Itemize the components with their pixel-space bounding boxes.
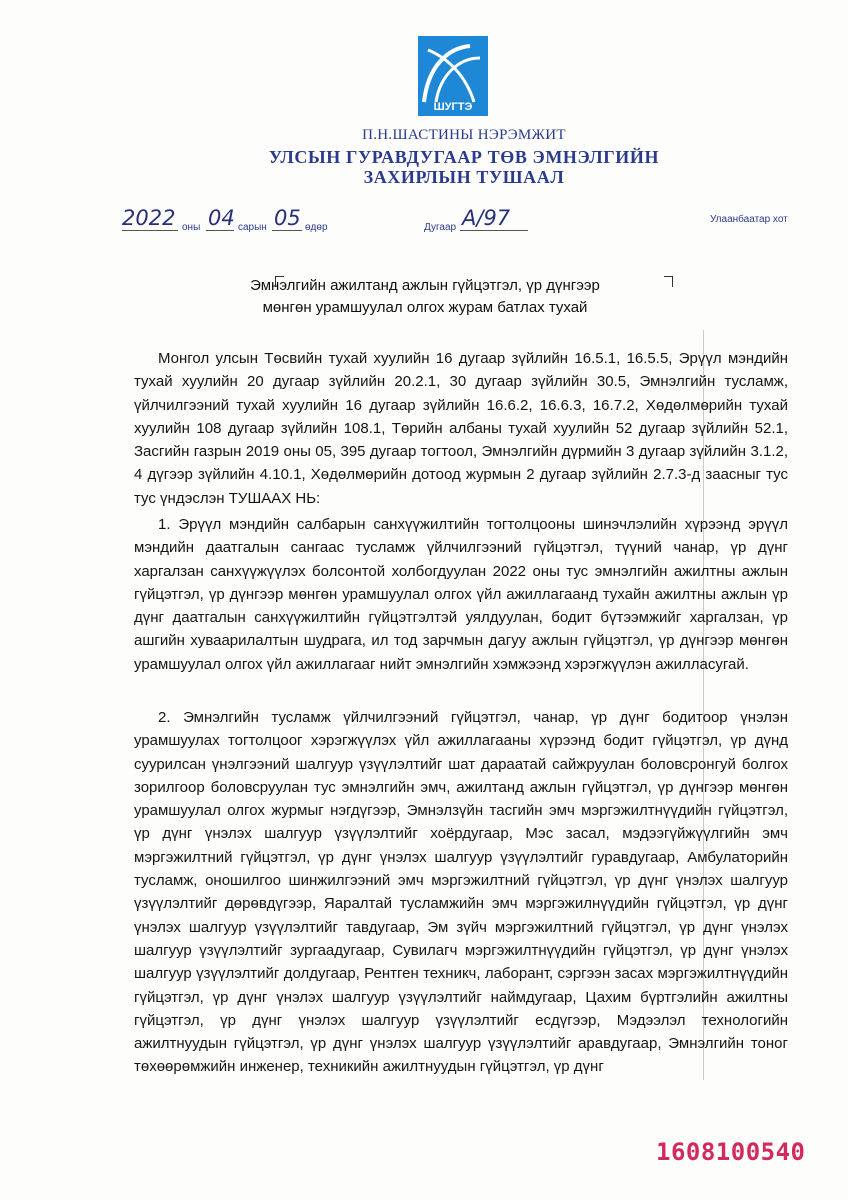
logo-text: ШУГТЭ — [433, 101, 473, 113]
serial-number-stamp: 1608100540 — [656, 1138, 806, 1166]
date-number-row — [122, 208, 802, 236]
date-month: 04 — [208, 206, 235, 230]
subject-line1: Эмнэлгийн ажилтанд ажлын гүйцэтгэл, үр дүнгээр — [250, 277, 600, 294]
item-2-paragraph: 2. Эмнэлгийн тусламж үйлчилгээний гүйцэтгэл, чанар, үр дүнг бодитоор үнэлэн урамшуулах тогтолцоог хэрэгжүүлэх үйл ажиллагааны хүрээнд бодит гүйцэтгэл, үр дүнд суурилсан үнэлгээний шалгуур үзүүлэлтийг шат дараатай сайжруулан боловсронгуй болгох зорилгоор боловсруулан тус эмнэлгийн эмч, ажилтанд ажлын гүйцэтгэл, үр дүнгээр мөнгөн урамшуулал олгох журмыг нэгдүгээр, Эмнэлзүйн тасгийн эмч мэргэжилтнүүдийн гүйцэтгэл, үр дүнг үнэлэх шалгуур үзүүлэлтийг хоёрдугаар, Мэс засал, мэдээгүйжүүлгийн эмч мэргэжилтний гүйцэтгэл, үр дүнг үнэлэх шалгуур үзүүлэлтийг гуравдугаар, Амбулаторийн тусламж, оношилгоо шинжилгээний эмч мэргэжилтний гүйцэтгэл, үр дүнг үнэлэх шалгуур үзүүлэлтийг дөрөвдүгээр, Яаралтай тусламжийн эмч мэргэжилнүүдийн гүйцэтгэл, үр дүнг үнэлэх шалгуур үзүүлэлтийг тавдугаар, Эм зүйч мэргэжилтний гүйцэтгэл, үр дүнг үнэлэх шалгуур үзүүлэлтийг зургаадугаар, Сувилагч мэргэжилтнүүдийн гүйцэтгэл, үр дүнг үнэлэх шалгуур үзүүлэлтийг долдугаар, Рентген техникч, лаборант, сэргээн засах мэргэжилтнүүдийн гүйцэтгэл, үр дүнг үнэлэх шалгуур үзүүлэлтийг наймдугаар, Цахим бүртгэлийн ажилтны гүйцэтгэл, үр дүнг үнэлэх шалгуур үзүүлэлтийг есдүгээр, Мэдээлэл технологийн ажилтнуудын гүйцэтгэл, үр дүнг үнэлэх шалгуур үзүүлэлтийг аравдугаар, Эмнэлгийн тоног төхөөрөмжийн инженер, техникийн ажилтнуудын гүйцэтгэл, үр дүнг — [134, 709, 788, 1076]
subject-line2: мөнгөн урамшуулал олгох журам батлах тухай — [262, 299, 588, 316]
letterhead-line1: П.Н.ШАСТИНЫ НЭРЭМЖИТ — [362, 127, 566, 143]
date-year-suffix: оны — [182, 222, 201, 233]
item-1-paragraph: 1. Эрүүл мэндийн салбарын санхүүжилтийн тогтолцооны шинэчлэлийн хүрээнд эрүүл мэндийн даатгалын сангаас тусламж үйлчилгээний гүйцэтгэл, түүний чанар, үр дүнг харгалзан санхүүжүүлэх болсонтой холбогдуулан 2022 оны тус эмнэлгийн ажилтны ажлын гүйцэтгэл, үр дүнгээр мөнгөн урамшуулал олгох үйл ажиллагаанд тухайн ажилтны ажлын үр дүнг даатгалын санхүүжилтийн гүйцэтгэлтэй уялдуулан, бодит бүтээмжийг харгалзан, үр ашгийн хуваарилалтын шудрага, ил тод зарчмын дагуу ажлын гүйцэтгэл, үр дүнгээр мөнгөн урамшуулал олгох үйл ажиллагааг нийт эмнэлгийн хэмжээнд хэрэгжүүлэн ажилласугай. — [134, 516, 788, 673]
letterhead-line3: ЗАХИРЛЫН ТУШААЛ — [363, 167, 565, 187]
order-number: А/97 — [462, 206, 511, 230]
letterhead-line2: УЛСЫН ГУРАВДУГААР ТӨВ ЭМНЭЛГИЙН — [268, 147, 660, 167]
date-year: 2022 — [122, 206, 176, 230]
date-day: 05 — [274, 206, 301, 230]
city: Улаанбаатар хот — [710, 214, 788, 225]
subject — [180, 275, 670, 319]
date-month-suffix: сарын — [238, 222, 267, 233]
date-day-suffix: өдөр — [305, 222, 328, 233]
number-label: Дугаар — [424, 222, 457, 233]
preamble-paragraph: Монгол улсын Төсвийн тухай хуулийн 16 дугаар зүйлийн 16.5.1, 16.5.5, Эрүүл мэндийн тухай хуулийн 20 дугаар зүйлийн 20.2.1, 30 дугаар зүйлийн 30.5, Эмнэлгийн тусламж, үйлчилгээний тухай хуулийн 16 дугаар зүйлийн 16.6.2, 16.6.3, 16.7.2, Хөдөлмөрийн тухай хуулийн 108 дугаар зүйлийн 108.1, Төрийн албаны тухай хуулийн 52 дугаар зүйлийн 52.1, Засгийн газрын 2019 оны 05, 395 дугаар тогтоол, Эмнэлгийн дүрмийн 3 дугаар зүйлийн 3.1.2, 4 дүгээр зүйлийн 4.10.1, Хөдөлмөрийн дотоод журмын 2 дугаар зүйлийн 2.7.3-д заасныг тус тус үндэслэн ТУШААХ НЬ: — [134, 350, 788, 507]
hospital-logo — [418, 36, 488, 116]
